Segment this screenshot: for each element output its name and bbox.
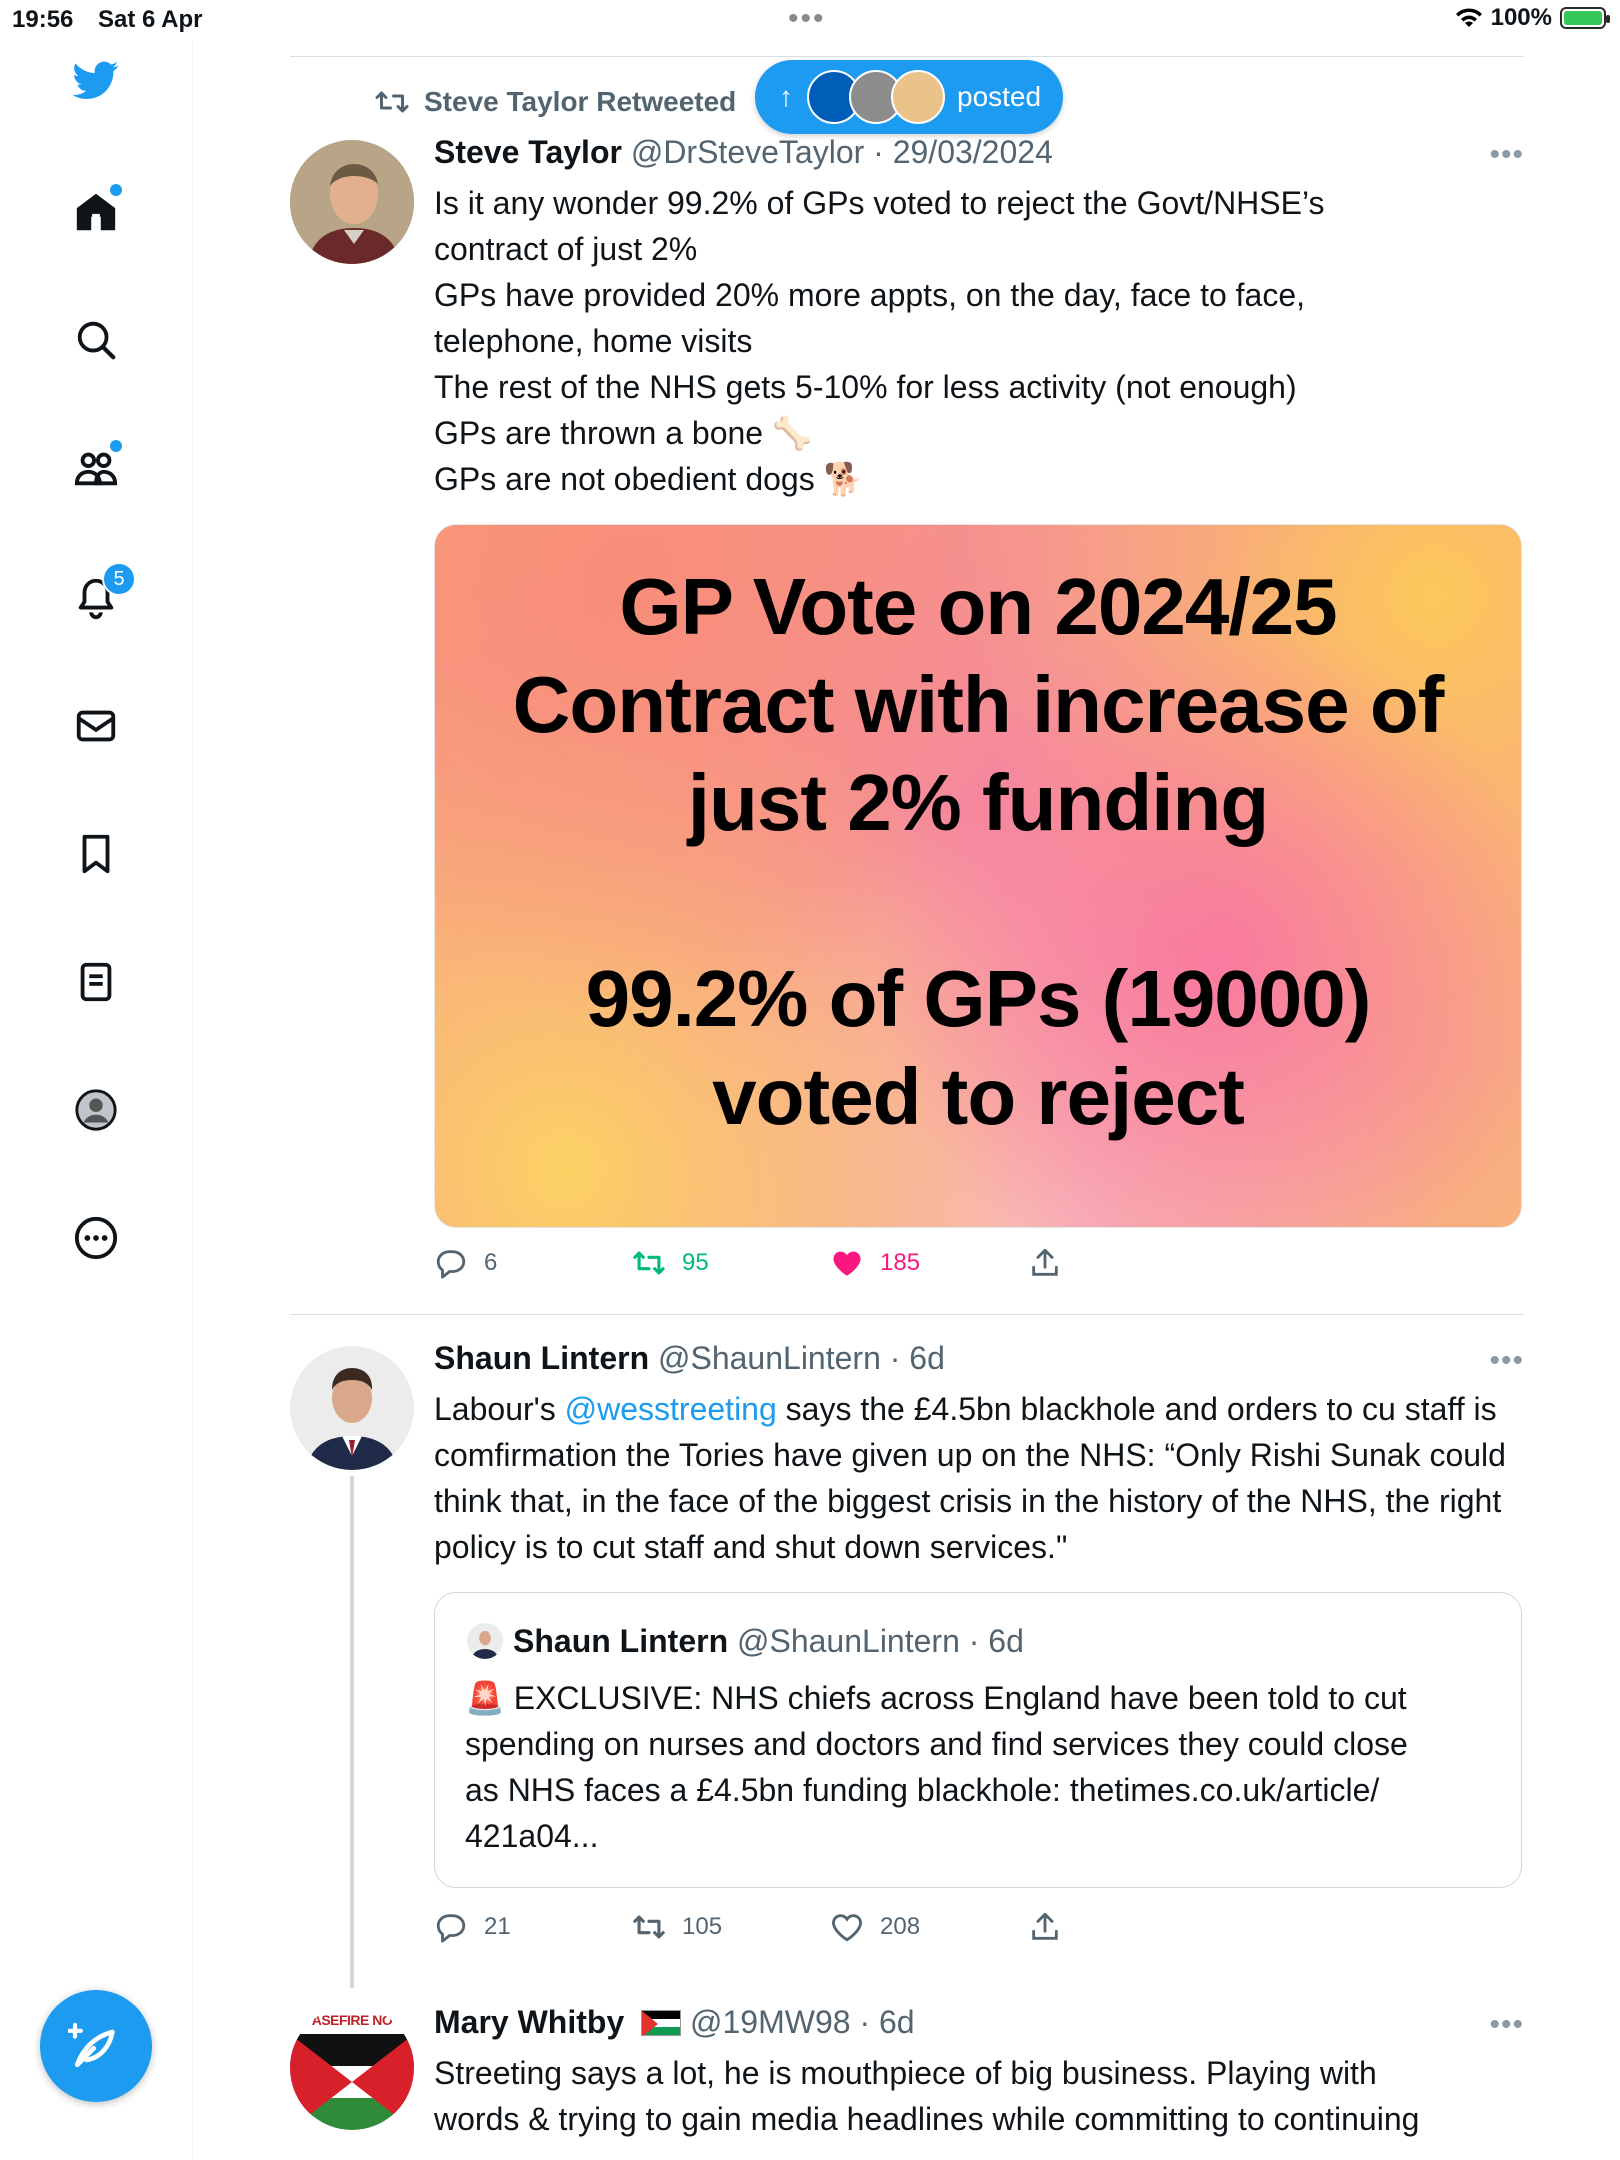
reply-count: 6 xyxy=(484,1249,498,1276)
list-icon[interactable] xyxy=(66,952,126,1012)
retweet-count: 95 xyxy=(682,1249,709,1276)
bell-icon[interactable] xyxy=(66,568,126,628)
heart-outline-icon xyxy=(830,1910,864,1944)
author-name[interactable]: Steve Taylor xyxy=(434,134,622,170)
reply-button[interactable] xyxy=(434,1246,632,1280)
like-count: 208 xyxy=(880,1913,921,1940)
sidebar xyxy=(0,40,193,2160)
palestine-flag-icon xyxy=(641,2010,681,2036)
author-handle[interactable]: @ShaunLintern xyxy=(658,1340,881,1376)
share-icon xyxy=(1028,1246,1062,1280)
tweet-line: GPs are thrown a bone 🦴 xyxy=(434,415,812,451)
pill-label: posted xyxy=(957,81,1042,112)
tweet-time[interactable]: 6d xyxy=(878,2004,915,2040)
home-icon[interactable] xyxy=(66,182,126,242)
author-handle[interactable]: @19MW98 xyxy=(690,2004,851,2040)
quoted-header: Shaun Lintern @ShaunLintern · 6d xyxy=(513,1623,1024,1659)
author-name[interactable]: Shaun Lintern xyxy=(434,1340,650,1376)
communities-icon[interactable] xyxy=(66,438,126,498)
search-icon[interactable] xyxy=(66,310,126,370)
tweet-time[interactable]: 6d xyxy=(909,1340,945,1376)
tweet-actions xyxy=(434,1246,1226,1280)
arrow-up-icon: ↑ xyxy=(779,81,793,112)
tweet-divider xyxy=(290,1314,1524,1315)
retweet-button[interactable] xyxy=(632,1246,830,1280)
author-name[interactable]: Mary Whitby xyxy=(434,2004,625,2040)
pill-avatars xyxy=(807,70,945,124)
like-count: 185 xyxy=(880,1249,921,1276)
wifi-icon xyxy=(1455,7,1483,29)
like-button[interactable] xyxy=(830,1246,1028,1280)
retweet-icon xyxy=(632,1246,666,1280)
quoted-time: 6d xyxy=(988,1623,1024,1659)
tweet-line: Is it any wonder 99.2% of GPs voted to reject the Govt/NHSE’s xyxy=(434,185,1325,221)
tweet-time[interactable]: 29/03/2024 xyxy=(892,134,1053,170)
tweet-line: telephone, home visits xyxy=(434,323,753,359)
tweet-header: Steve Taylor @DrSteveTaylor · 29/03/2024 xyxy=(434,134,1053,170)
twitter-logo-icon[interactable] xyxy=(66,50,126,110)
tweet-body xyxy=(434,2050,1534,2142)
more-circle-icon[interactable] xyxy=(66,1208,126,1268)
quoted-line: as NHS faces a £4.5bn funding blackhole: thetimes.co.uk/article/ xyxy=(465,1772,1380,1808)
status-right xyxy=(1455,4,1606,32)
image-text-line: Contract with increase of xyxy=(512,660,1444,749)
share-button[interactable] xyxy=(1028,1246,1226,1280)
reply-icon xyxy=(434,1910,468,1944)
more-options-icon[interactable]: ••• xyxy=(1489,138,1524,171)
avatar-text: ASEFIRE NO xyxy=(311,2012,393,2028)
reply-count: 21 xyxy=(484,1913,511,1940)
quoted-line: spending on nurses and doctors and find services they could close xyxy=(465,1726,1408,1762)
status-bar xyxy=(0,0,1620,40)
retweet-icon xyxy=(632,1910,666,1944)
retweet-small-icon xyxy=(374,88,410,116)
tweet-body xyxy=(434,180,1534,502)
bookmark-icon[interactable] xyxy=(66,824,126,884)
tweet-header: Mary Whitby @19MW98 · 6d xyxy=(434,2004,915,2040)
reply-button[interactable] xyxy=(434,1910,632,1944)
retweet-count: 105 xyxy=(682,1913,723,1940)
image-text-line: GP Vote on 2024/25 xyxy=(619,562,1337,651)
status-date: Sat 6 Apr xyxy=(98,6,203,33)
thread-connector xyxy=(350,1476,354,1988)
tweet-text-start: Labour's xyxy=(434,1391,565,1427)
tweet-line: GPs have provided 20% more appts, on the day, face to face, xyxy=(434,277,1306,313)
tweet-header: Shaun Lintern @ShaunLintern · 6d xyxy=(434,1340,945,1376)
status-time: 19:56 xyxy=(12,6,74,33)
mail-icon[interactable] xyxy=(66,696,126,756)
image-text-line: 99.2% of GPs (19000) xyxy=(585,954,1371,1043)
retweeted-by-label[interactable]: Steve Taylor Retweeted xyxy=(424,86,737,117)
quoted-body xyxy=(465,1675,1505,1859)
compose-feather-icon xyxy=(68,2018,124,2074)
quoted-tweet[interactable] xyxy=(434,1592,1522,1888)
more-options-icon[interactable]: ••• xyxy=(1489,1344,1524,1377)
avatar-shaun-lintern[interactable] xyxy=(290,1346,414,1470)
retweeted-by-row xyxy=(374,86,736,118)
dog-avatar xyxy=(891,70,945,124)
avatar-mary-whitby[interactable] xyxy=(290,2006,414,2130)
retweet-button[interactable] xyxy=(632,1910,830,1944)
quoted-author-handle: @ShaunLintern xyxy=(737,1623,960,1659)
tweet-actions xyxy=(434,1910,1226,1944)
more-options-icon[interactable]: ••• xyxy=(1489,2008,1524,2041)
notifications-badge: 5 xyxy=(102,562,136,596)
tweet-text-rest: says the £4.5bn blackhole and orders to cu staff is comfirmation the Tories have given up on the NHS: “Only Rishi Sunak could think that, in the face of the biggest crisis in the history of the NHS, the right policy is to cut staff and shut down services." xyxy=(434,1391,1506,1565)
tweet-body xyxy=(434,1386,1514,1570)
tweet-line: contract of just 2% xyxy=(434,231,698,267)
avatar-steve-taylor[interactable] xyxy=(290,140,414,264)
tweet-line: words & trying to gain media headlines while committing to continuing xyxy=(434,2101,1420,2137)
home-unread-dot xyxy=(110,184,122,196)
tweet-line: GPs are not obedient dogs 🐕 xyxy=(434,461,864,497)
profile-icon[interactable] xyxy=(66,1080,126,1140)
reply-icon xyxy=(434,1246,468,1280)
tweet-line: Streeting says a lot, he is mouthpiece of big business. Playing with xyxy=(434,2055,1377,2091)
image-text-line: voted to reject xyxy=(712,1052,1244,1141)
battery-icon xyxy=(1560,7,1606,29)
multitasking-dots-icon[interactable]: ••• xyxy=(788,2,826,35)
quoted-line: 421a04... xyxy=(465,1818,599,1854)
feed-top-divider xyxy=(290,56,1524,57)
tweet-image-card[interactable] xyxy=(434,524,1522,1228)
battery-percent: 100% xyxy=(1490,4,1552,31)
heart-filled-icon xyxy=(830,1246,864,1280)
author-handle[interactable]: @DrSteveTaylor xyxy=(630,134,865,170)
communities-unread-dot xyxy=(110,440,122,452)
quoted-author-name: Shaun Lintern xyxy=(513,1623,729,1659)
share-button[interactable] xyxy=(1028,1910,1226,1944)
share-icon xyxy=(1028,1910,1062,1944)
mention-link[interactable]: @wesstreeting xyxy=(564,1391,777,1427)
tweet-line: The rest of the NHS gets 5-10% for less activity (not enough) xyxy=(434,369,1297,405)
image-text-line: just 2% funding xyxy=(687,758,1269,847)
like-button[interactable] xyxy=(830,1910,1028,1944)
quoted-avatar xyxy=(467,1623,503,1659)
quoted-line: 🚨 EXCLUSIVE: NHS chiefs across England have been told to cut xyxy=(465,1680,1407,1716)
new-posts-pill[interactable] xyxy=(755,60,1063,134)
compose-tweet-button[interactable] xyxy=(40,1990,152,2102)
